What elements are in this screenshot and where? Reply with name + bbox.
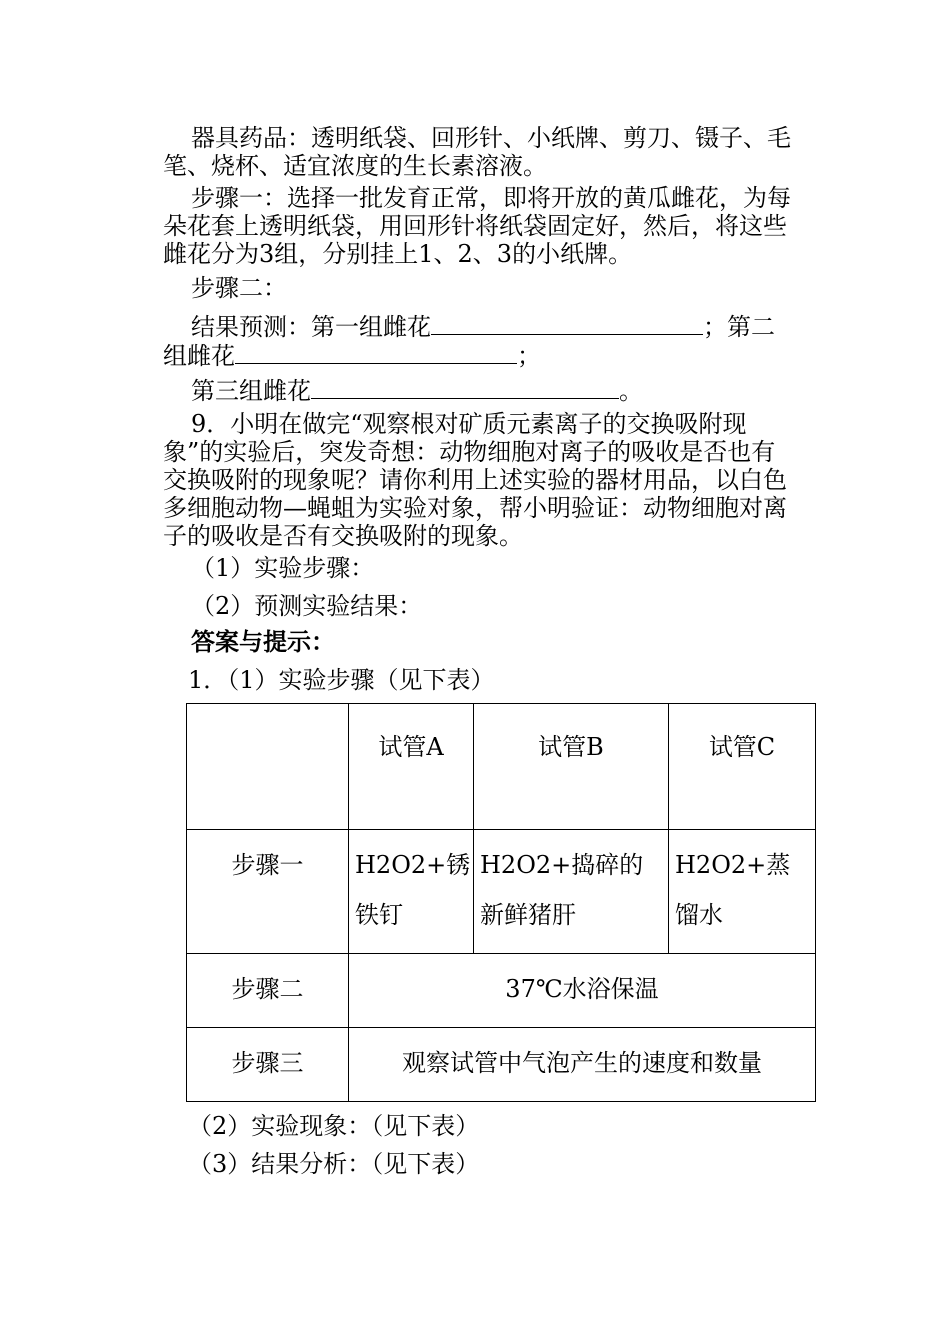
prediction-group3 <box>163 376 798 405</box>
row-label-step2: 步骤二 <box>187 954 349 1028</box>
question-9-part-1: （1）实验步骤： <box>191 554 375 582</box>
cell-step1-tube-b: H2O2+捣碎的新鲜猪肝 <box>474 830 669 954</box>
table-row <box>187 954 816 1028</box>
prediction-label-1: 结果预测：第一组雌花 <box>191 313 431 341</box>
answer-1: 1．（1）实验步骤（见下表） <box>188 666 495 694</box>
equipment-paragraph: 器具药品：透明纸袋、回形针、小纸牌、剪刀、镊子、毛笔、烧杯、适宜浓度的生长素溶液。 <box>163 124 791 180</box>
question-9-part-2: （2）预测实验结果： <box>191 592 423 620</box>
question-9: 9．小明在做完“观察根对矿质元素离子的交换吸附现象”的实验后，突发奇想：动物细胞对离子的吸收是否也有交换吸附的现象呢？请你利用上述实验的器材用品，以白色多细胞动物—蝇蛆为实验对象，帮小明验证：动物细胞对离子的吸收是否有交换吸附的现象。 <box>163 410 787 550</box>
cell-step1-tube-a: H2O2+锈铁钉 <box>349 830 474 954</box>
table-row <box>187 1028 816 1102</box>
step1-paragraph: 步骤一：选择一批发育正常，即将开放的黄瓜雌花，为每朵花套上透明纸袋，用回形针将纸袋固定好，然后，将这些雌花分为3组，分别挂上1、2、3的小纸牌。 <box>163 184 791 268</box>
experiment-table <box>186 703 816 1102</box>
answer-heading: 答案与提示： <box>191 628 335 656</box>
header-cell-tube-b: 试管B <box>474 704 669 830</box>
step2-paragraph: 步骤二： <box>191 274 287 302</box>
prediction-paragraph <box>163 312 798 370</box>
table-row <box>187 830 816 954</box>
header-cell-tube-c: 试管C <box>669 704 816 830</box>
prediction-end-3: 。 <box>619 377 643 405</box>
header-cell-tube-a: 试管A <box>349 704 474 830</box>
prediction-label-3: 第三组雌花 <box>191 377 311 405</box>
blank-line-3[interactable] <box>311 376 619 399</box>
cell-step3-merged: 观察试管中气泡产生的速度和数量 <box>349 1028 816 1102</box>
row-label-step3: 步骤三 <box>187 1028 349 1102</box>
header-cell-empty <box>187 704 349 830</box>
blank-line-2[interactable] <box>235 341 517 364</box>
blank-line-1[interactable] <box>431 312 703 335</box>
cell-step1-tube-c: H2O2+蒸馏水 <box>669 830 816 954</box>
prediction-end-2: ； <box>517 342 541 370</box>
answer-2: （2）实验现象：（见下表） <box>188 1112 480 1140</box>
prediction-label-2: ；第二组雌花 <box>163 313 775 370</box>
table-header-row <box>187 704 816 830</box>
answer-3: （3）结果分析：（见下表） <box>188 1150 480 1178</box>
row-label-step1: 步骤一 <box>187 830 349 954</box>
cell-step2-merged: 37℃水浴保温 <box>349 954 816 1028</box>
